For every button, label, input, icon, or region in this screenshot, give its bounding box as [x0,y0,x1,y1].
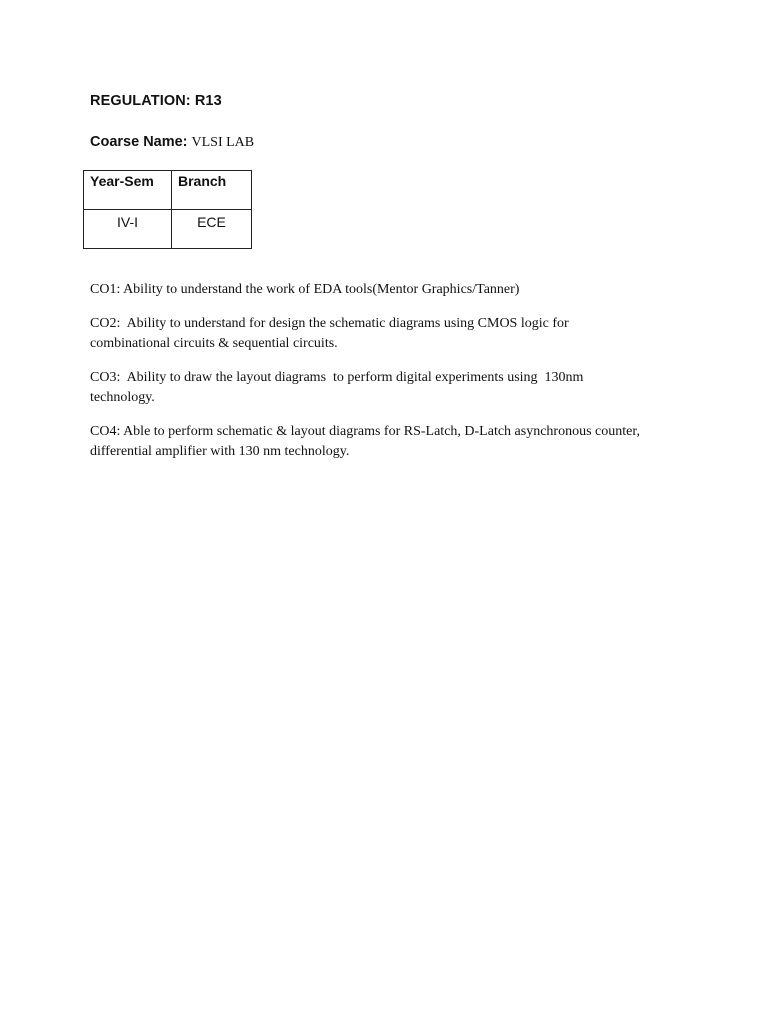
year-branch-table [83,170,252,249]
course-outcome-4: CO4: Able to perform schematic & layout diagrams for RS-Latch, D-Latch asynchronous counter, differential amplifier with 130 nm technology. [90,424,644,459]
table-header-row [84,171,252,210]
course-name-value: VLSI LAB [191,135,255,150]
table-cell-branch: ECE [172,210,252,249]
course-outcome-1: CO1: Ability to understand the work of EDA tools(Mentor Graphics/Tanner) [90,282,520,297]
course-name-line [90,133,254,151]
regulation-heading: REGULATION: R13 [90,93,222,109]
course-outcome-3: CO3: Ability to draw the layout diagrams to perform digital experiments using 130nm technology. [90,370,587,405]
table-cell-year-sem: IV-I [84,210,172,249]
course-outcome-2: CO2: Ability to understand for design the schematic diagrams using CMOS logic for combinational circuits & sequential circuits. [90,316,573,351]
table-header-branch: Branch [172,171,252,210]
course-name-label: Coarse Name: [90,134,188,150]
table-header-year-sem: Year-Sem [84,171,172,210]
table-row [84,210,252,249]
course-outcomes [90,280,650,476]
